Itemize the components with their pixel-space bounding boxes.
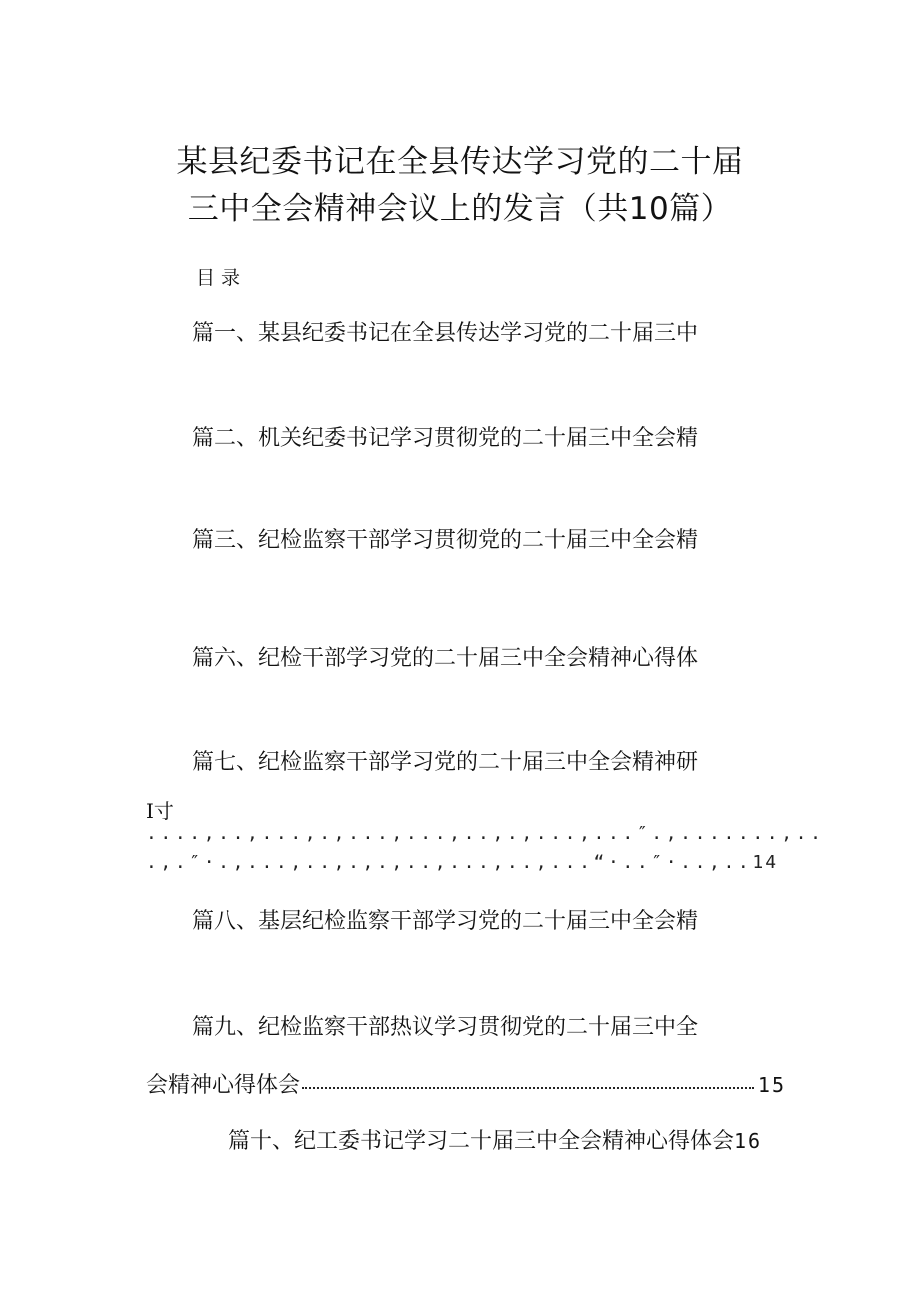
toc-entry-10[interactable] <box>228 1124 762 1155</box>
toc-entry-9-page-number: 15 <box>757 1073 786 1097</box>
toc-entry-7-leader-1: ....,..,...,.,...,...,..,.,...,...″.,.......,.. <box>146 823 825 844</box>
toc-entry-10-text: 篇十、纪工委书记学习二十届三中全会精神心得体会 <box>228 1129 735 1154</box>
toc-entry-7-continuation: I寸 <box>146 799 174 823</box>
toc-entry-9-dot-leader <box>302 1087 754 1089</box>
toc-entry-9-continuation: 会精神心得体会 <box>146 1073 301 1098</box>
toc-entry-7-page-number: 14 <box>752 852 779 873</box>
toc-entry-1[interactable]: 篇一、某县纪委书记在全县传达学习党的二十届三中 <box>192 321 699 346</box>
toc-entry-9[interactable]: 篇九、纪检监察干部热议学习贯彻党的二十届三中全 <box>192 1015 699 1040</box>
toc-entry-8[interactable]: 篇八、基层纪检监察干部学习党的二十届三中全会精 <box>192 909 699 934</box>
toc-entry-7-leader-2: .,.″·.,...,..,.,.,..,...,..,...“·..″·..,.. <box>146 852 753 873</box>
document-title-line-1: 某县纪委书记在全县传达学习党的二十届 <box>176 144 744 180</box>
document-title-line-2: 三中全会精神会议上的发言（共10篇） <box>187 191 733 227</box>
toc-entry-2[interactable]: 篇二、机关纪委书记学习贯彻党的二十届三中全会精 <box>192 426 699 451</box>
toc-entry-9-continuation-row <box>146 1068 786 1099</box>
toc-entry-6[interactable]: 篇六、纪检干部学习党的二十届三中全会精神心得体 <box>192 646 699 671</box>
toc-entry-10-page-number: 16 <box>734 1129 763 1153</box>
toc-entry-7-leader-2-row <box>146 852 778 873</box>
toc-entry-3[interactable]: 篇三、纪检监察干部学习贯彻党的二十届三中全会精 <box>192 528 699 553</box>
toc-entry-7[interactable]: 篇七、纪检监察干部学习党的二十届三中全会精神研 <box>192 750 699 775</box>
toc-heading: 目录 <box>196 267 247 289</box>
